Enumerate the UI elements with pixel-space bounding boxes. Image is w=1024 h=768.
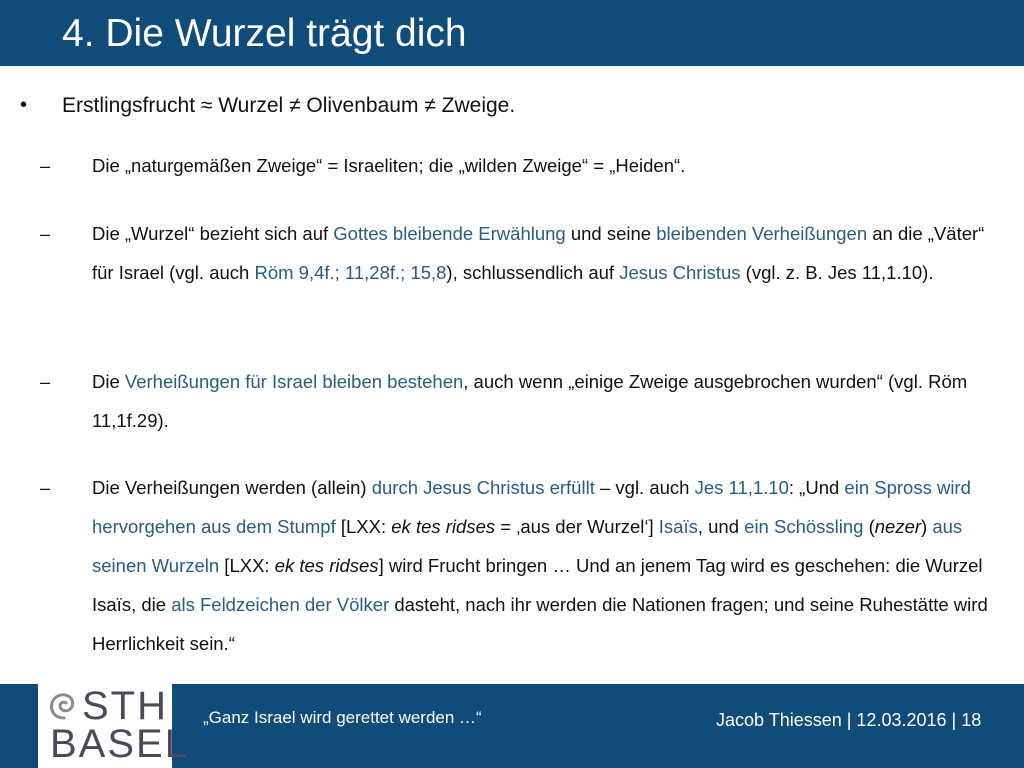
text-segment: [LXX: [219, 555, 275, 576]
text-segment: ) [921, 516, 933, 537]
text-segment: , auch wenn „einige Zweige ausgebrochen wurden“ (vgl. Röm 11,1f.29). [92, 371, 968, 431]
dash-marker: – [40, 372, 51, 392]
text-segment: Die „Wurzel“ bezieht sich auf [92, 223, 334, 244]
text-segment: ), schlussendlich auf [446, 262, 620, 283]
highlighted-text: bleibenden Verheißungen [656, 223, 868, 244]
italic-text: ek tes ridses [274, 555, 379, 576]
text-segment: und seine [565, 223, 657, 244]
highlighted-text: Jes 11,1.10 [694, 477, 789, 498]
italic-text: ek tes ridses [391, 516, 496, 537]
logo-text-sth: STH [82, 684, 168, 728]
sub-item-3 [92, 362, 997, 440]
logo-text-basel: BASEL [50, 722, 189, 766]
text-segment: ] wird Frucht bringen … Und an jenem Tag wird es geschehen: die Wurzel Isaïs, die [92, 555, 983, 615]
slide-content [0, 66, 1024, 678]
italic-text: nezer [874, 516, 922, 537]
dash-marker: – [40, 224, 51, 244]
title-bar [0, 0, 1024, 66]
text-segment: ( [863, 516, 875, 537]
sub-item-4 [92, 468, 997, 663]
dash-marker: – [40, 478, 51, 498]
highlighted-text: durch Jesus Christus erfüllt [371, 477, 595, 498]
spiral-icon [46, 688, 82, 724]
main-bullet-text: Erstlingsfrucht ≈ Wurzel ≠ Olivenbaum ≠ Zweige. [62, 94, 516, 117]
text-segment: dasteht, nach ihr werden die Nationen fragen; und seine Ruhestätte wird Herrlichkeit sein.“ [92, 594, 988, 654]
footer-bar [0, 684, 1024, 768]
footer-author-date-page: Jacob Thiessen | 12.03.2016 | 18 [716, 710, 982, 730]
text-segment: an die „Väter“ für Israel (vgl. auch [92, 223, 985, 283]
highlighted-text: Röm 9,4f.; 11,28f.; 15,8 [254, 262, 447, 283]
sth-basel-logo [38, 684, 189, 768]
text-segment: , und [697, 516, 745, 537]
highlighted-text: als Feldzeichen der Völker [171, 594, 390, 615]
text-segment: Die „naturgemäßen Zweige“ = Israeliten; die „wilden Zweige“ = „Heiden“. [92, 155, 686, 176]
highlighted-text: ein Spross wird hervorgehen aus dem Stumpf [92, 477, 971, 537]
text-segment: (vgl. z. B. Jes 11,1.10). [740, 262, 934, 283]
highlighted-text: Verheißungen für Israel bleiben bestehen [124, 371, 464, 392]
sub-item-2 [92, 214, 997, 292]
highlighted-text: aus seinen Wurzeln [92, 516, 963, 576]
highlighted-text: ein Schössling [744, 516, 864, 537]
footer-quote: „Ganz Israel wird gerettet werden …“ [203, 708, 482, 727]
text-segment: – vgl. auch [594, 477, 695, 498]
slide-title: 4. Die Wurzel trägt dich [62, 12, 467, 55]
bullet-marker: • [20, 94, 28, 116]
text-segment: : „Und [788, 477, 845, 498]
text-segment: Die [92, 371, 125, 392]
highlighted-text: Isaïs [658, 516, 698, 537]
text-segment: [LXX: [335, 516, 392, 537]
highlighted-text: Jesus Christus [619, 262, 741, 283]
highlighted-text: Gottes bleibende Erwählung [333, 223, 566, 244]
text-segment: Die Verheißungen werden (allein) [92, 477, 372, 498]
sub-item-1 [92, 146, 997, 185]
text-segment: = ‚aus der Wurzel‘] [495, 516, 659, 537]
dash-marker: – [40, 156, 51, 176]
